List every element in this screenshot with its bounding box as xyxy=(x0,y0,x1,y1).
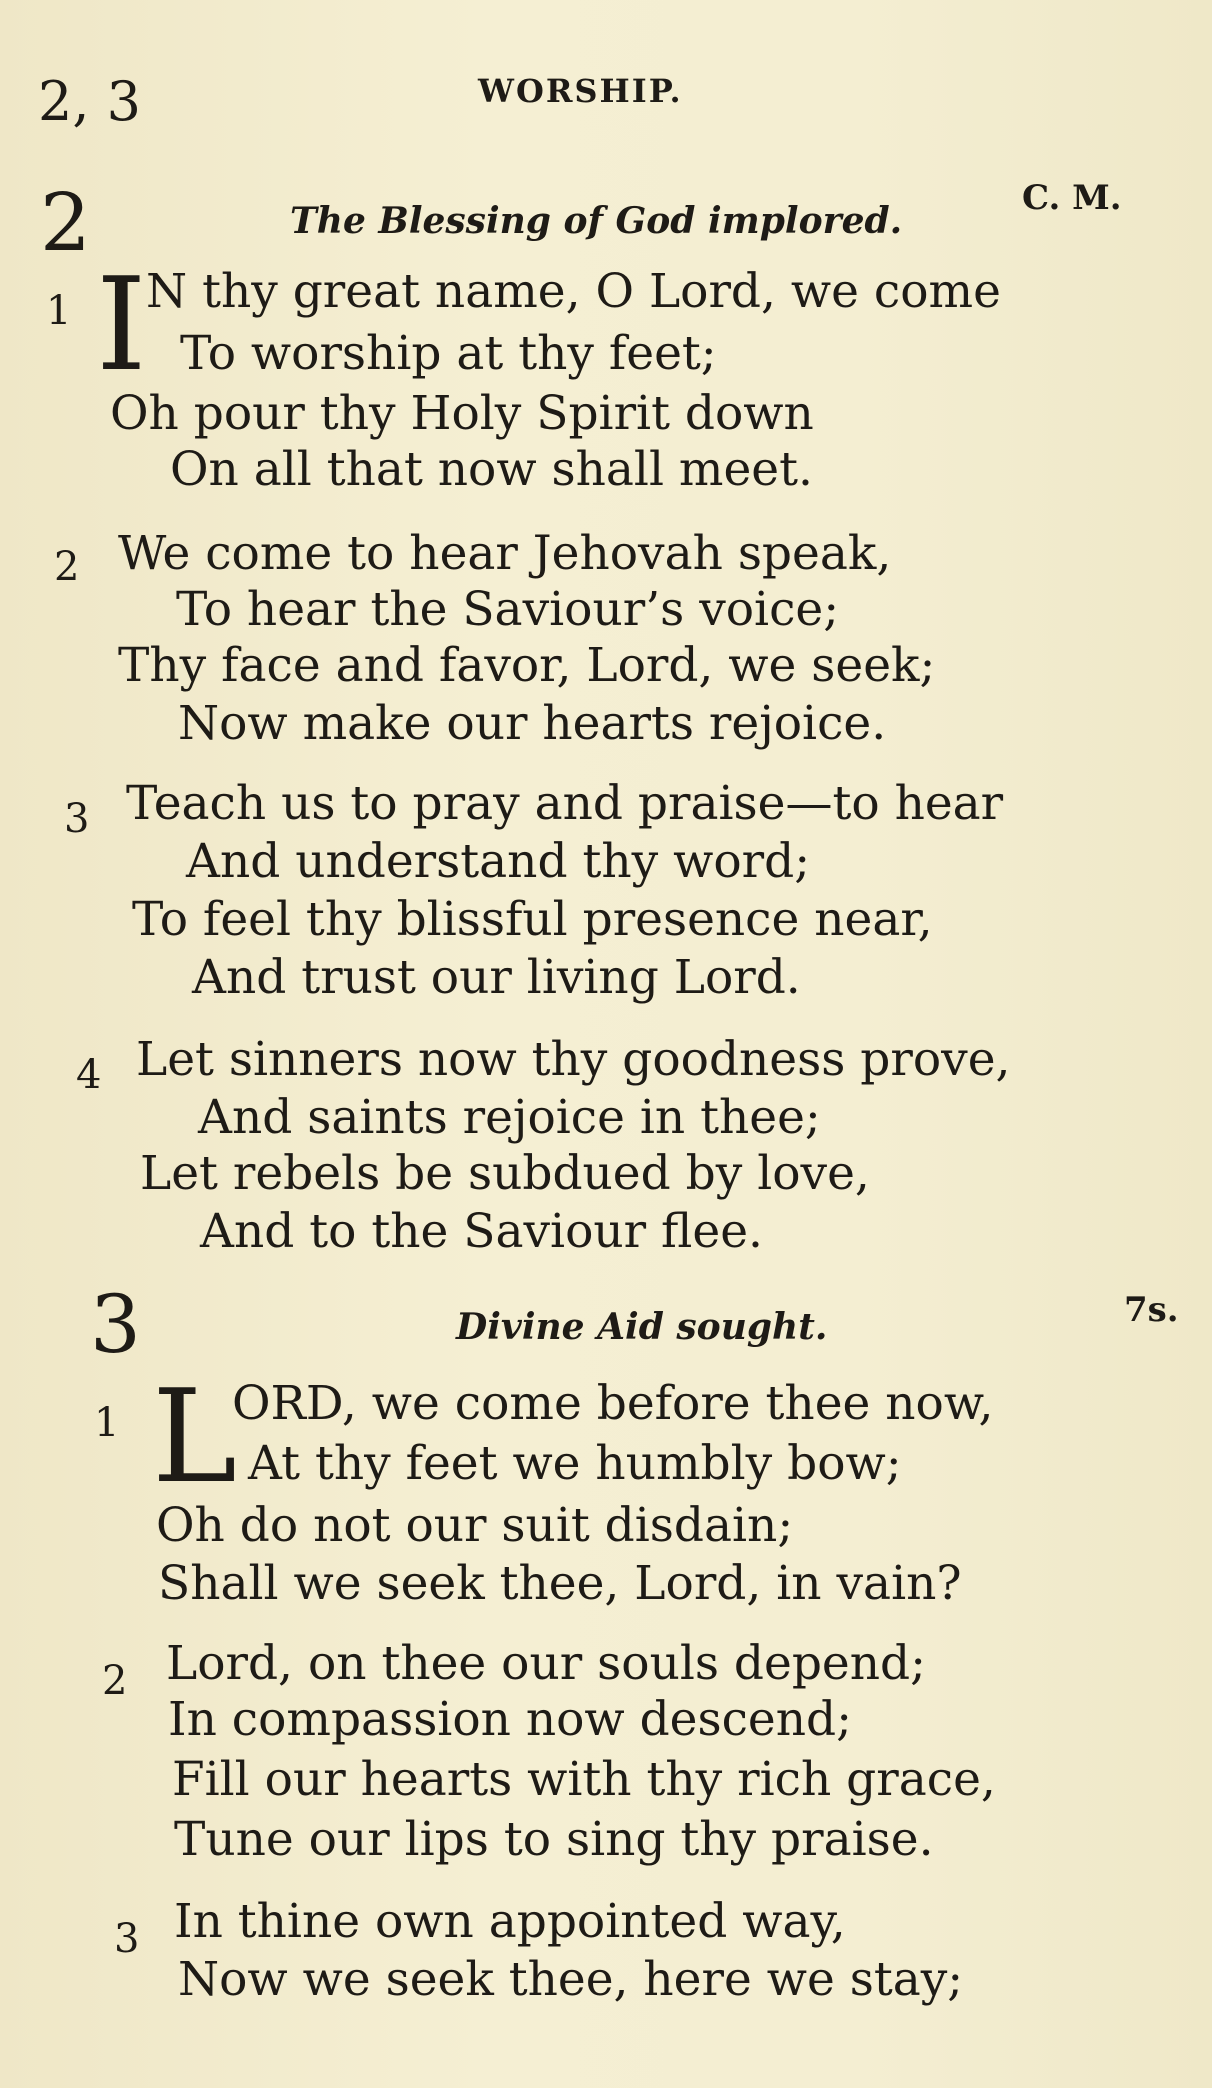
hymn-title: Divine Aid sought. xyxy=(456,1306,828,1348)
drop-cap: I xyxy=(96,251,147,400)
verse-line: On all that now shall meet. xyxy=(170,442,813,497)
verse-line: We come to hear Jehovah speak, xyxy=(118,526,892,581)
verse-number: 4 xyxy=(76,1052,102,1098)
hymn-meter: C. M. xyxy=(1022,178,1122,218)
hymn-number: 2 xyxy=(40,176,91,269)
verse-line: To worship at thy feet; xyxy=(180,326,717,381)
verse-line: Oh pour thy Holy Spirit down xyxy=(110,386,814,441)
verse-line: To feel thy blissful presence near, xyxy=(132,892,933,947)
verse-line: Let rebels be subdued by love, xyxy=(140,1146,870,1201)
verse-line: Thy face and favor, Lord, we seek; xyxy=(118,638,936,693)
hymn-title: The Blessing of God implored. xyxy=(290,200,903,242)
verse-line: In compassion now descend; xyxy=(168,1692,852,1747)
verse-line: Tune our lips to sing thy praise. xyxy=(174,1812,934,1867)
verse-number: 1 xyxy=(46,288,72,334)
hymn-meter: 7s. xyxy=(1124,1290,1179,1330)
verse-line: N thy great name, O Lord, we come xyxy=(146,264,1001,319)
verse-line: Shall we seek thee, Lord, in vain? xyxy=(158,1556,962,1611)
hymn-number: 3 xyxy=(90,1278,141,1371)
page-number: 2, 3 xyxy=(38,70,142,133)
verse-line: Oh do not our suit disdain; xyxy=(156,1498,794,1553)
verse-line: Teach us to pray and praise—to hear xyxy=(126,776,1004,831)
verse-line: Now we seek thee, here we stay; xyxy=(178,1952,964,2007)
verse-number: 1 xyxy=(94,1400,120,1446)
verse-line: Fill our hearts with thy rich grace, xyxy=(172,1752,996,1807)
verse-line: At thy feet we humbly bow; xyxy=(248,1436,902,1491)
verse-line: Let sinners now thy goodness prove, xyxy=(136,1032,1011,1087)
verse-number: 2 xyxy=(102,1658,128,1704)
verse-line: To hear the Saviour’s voice; xyxy=(176,582,840,637)
verse-number: 3 xyxy=(64,796,90,842)
drop-cap: L xyxy=(152,1363,237,1512)
verse-line: And to the Saviour flee. xyxy=(200,1204,763,1259)
verse-line: ORD, we come before thee now, xyxy=(232,1376,994,1431)
running-head: WORSHIP. xyxy=(478,72,683,110)
verse-line: In thine own appointed way, xyxy=(174,1894,846,1949)
verse-line: Lord, on thee our souls depend; xyxy=(166,1636,926,1691)
verse-number: 3 xyxy=(114,1916,140,1962)
verse-line: And trust our living Lord. xyxy=(192,950,801,1005)
verse-line: Now make our hearts rejoice. xyxy=(178,696,887,751)
verse-number: 2 xyxy=(54,544,80,590)
verse-line: And understand thy word; xyxy=(186,834,811,889)
verse-line: And saints rejoice in thee; xyxy=(198,1090,821,1145)
